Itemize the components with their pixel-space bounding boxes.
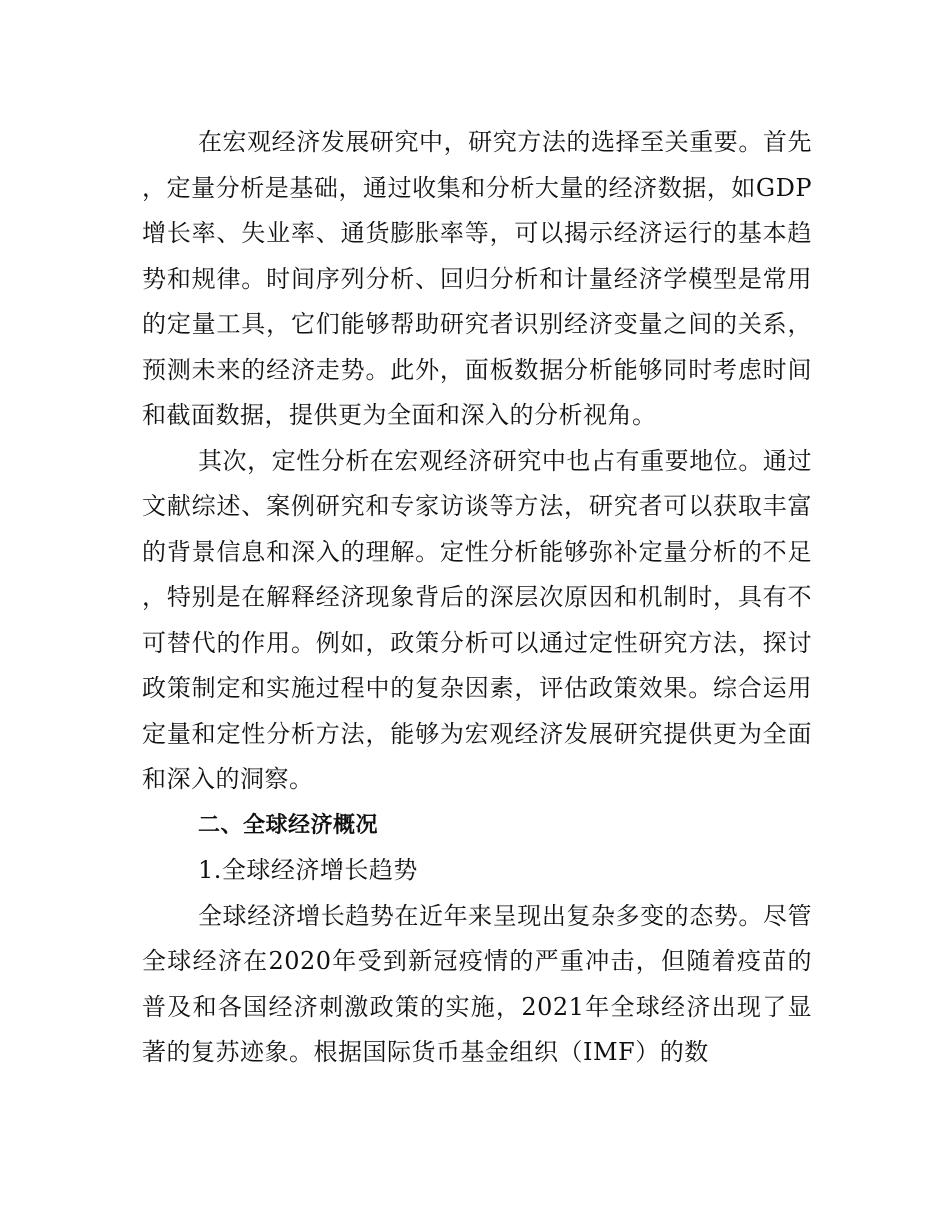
paragraph-growth-trend: 全球经济增长趋势在近年来呈现出复杂多变的态势。尽管全球经济在2020年受到新冠疫情的严重冲击，但随着疫苗的普及和各国经济刺激政策的实施，2021年全球经济出现了显著的复苏迹象。根据国际货币基金组织（IMF）的数 <box>142 901 812 1066</box>
subsection-heading-growth-trend: 1.全球经济增长趋势 <box>198 856 418 884</box>
document-body <box>142 120 812 1076</box>
section-heading-global-economy: 二、全球经济概况 <box>198 812 379 838</box>
paragraph-research-methods-qualitative: 其次，定性分析在宏观经济研究中也占有重要地位。通过文献综述、案例研究和专家访谈等方法，研究者可以获取丰富的背景信息和深入的理解。定性分析能够弥补定量分析的不足，特别是在解释经济现象背后的深层次原因和机制时，具有不可替代的作用。例如，政策分析可以通过定性研究方法，探讨政策制定和实施过程中的复杂因素，评估政策效果。综合运用定量和定性分析方法，能够为宏观经济发展研究提供更为全面和深入的洞察。 <box>142 446 812 793</box>
paragraph-research-methods-quantitative: 在宏观经济发展研究中，研究方法的选择至关重要。首先，定量分析是基础，通过收集和分析大量的经济数据，如GDP增长率、失业率、通货膨胀率等，可以揭示经济运行的基本趋势和规律。时间序列分析、回归分析和计量经济学模型是常用的定量工具，它们能够帮助研究者识别经济变量之间的关系，预测未来的经济走势。此外，面板数据分析能够同时考虑时间和截面数据，提供更为全面和深入的分析视角。 <box>142 128 812 429</box>
